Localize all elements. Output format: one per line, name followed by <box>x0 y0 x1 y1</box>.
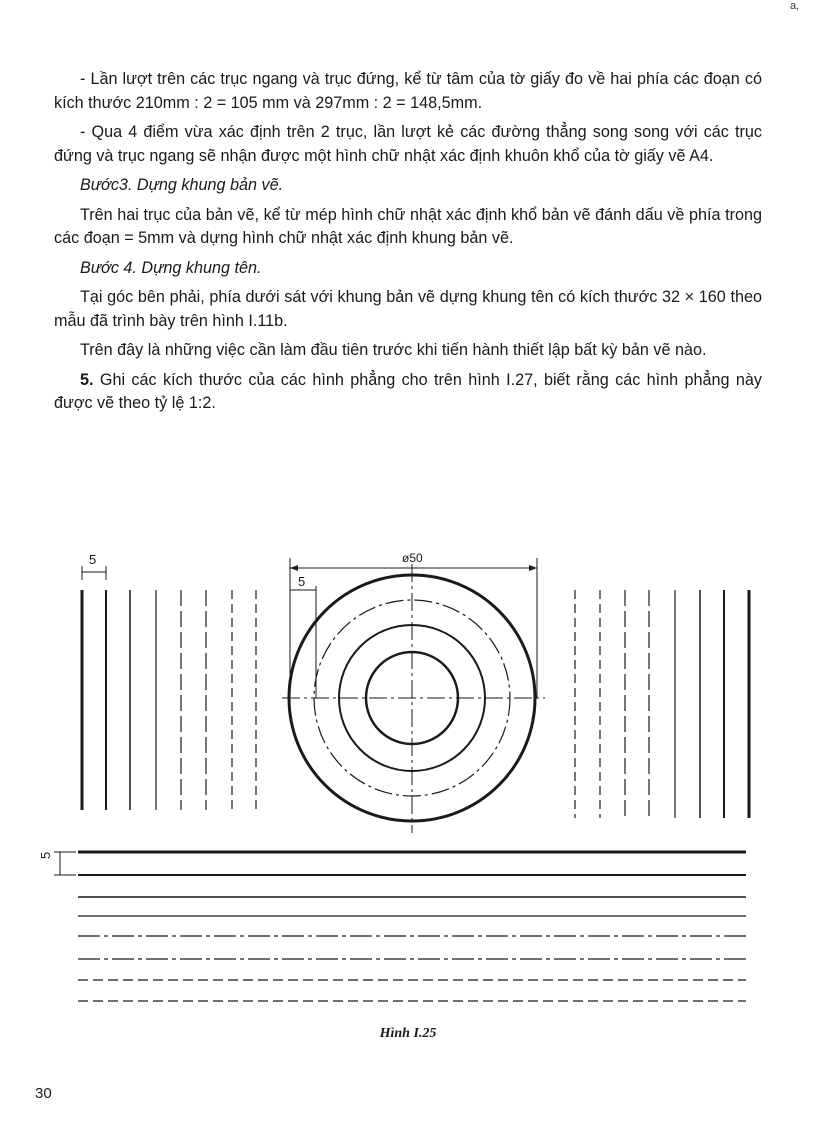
paragraph-5: Trên đây là những việc cần làm đầu tiên trước khi tiến hành thiết lập bất kỳ bản vẽ nào. <box>80 341 707 359</box>
corner-mark: a, <box>790 0 800 12</box>
paragraph-1: - Lần lượt trên các trục ngang và trục đứng, kể từ tâm của tờ giấy đo về hai phía các đoạn có kích thước 210mm : 2 = 105 mm và 297mm : 2 = 148,5mm. <box>54 70 762 112</box>
exercise-number: 5. <box>80 370 94 389</box>
paragraph-3: Trên hai trục của bản vẽ, kể từ mép hình chữ nhật xác định khổ bản vẽ đánh dấu về phía trong các đoạn = 5mm và dựng hình chữ nhật xác định khung bản vẽ. <box>54 205 762 247</box>
horizontal-dimension <box>54 852 76 875</box>
paragraph-4: Tại góc bên phải, phía dưới sát với khung bản vẽ dựng khung tên có kích thước 32 × 160 theo mẫu đã trình bày trên hình I.11b. <box>54 288 762 330</box>
right-vertical-lines <box>575 590 749 818</box>
dim-diameter-label: ø50 <box>402 551 423 565</box>
left-dimension <box>82 566 106 580</box>
dim-left-label: 5 <box>89 552 97 567</box>
step-4-heading: Bước 4. Dựng khung tên. <box>80 258 262 277</box>
figure-caption: Hình I.25 <box>379 1026 437 1041</box>
exercise-text: Ghi các kích thước của các hình phẳng cho trên hình I.27, biết rằng các hình phẳng này được vẽ theo tỷ lệ 1:2. <box>54 370 762 412</box>
circle-group <box>282 558 545 833</box>
dim-horizontal-label: 5 <box>38 851 53 859</box>
step-3-heading: Bước3. Dựng khung bản vẽ. <box>80 176 284 194</box>
dim-offset-label: 5 <box>298 574 306 589</box>
horizontal-lines <box>78 852 746 1001</box>
left-vertical-lines <box>82 590 256 810</box>
body-text <box>54 68 762 422</box>
page-number: 30 <box>35 1085 52 1102</box>
figure-drawing <box>0 548 816 1018</box>
exercise-5 <box>54 369 762 416</box>
paragraph-2: - Qua 4 điểm vừa xác định trên 2 trục, lần lượt kẻ các đường thẳng song song với các trục đứng và trục ngang sẽ nhận được một hình chữ nhật xác định khuôn khổ của tờ giấy vẽ A4. <box>54 123 762 165</box>
